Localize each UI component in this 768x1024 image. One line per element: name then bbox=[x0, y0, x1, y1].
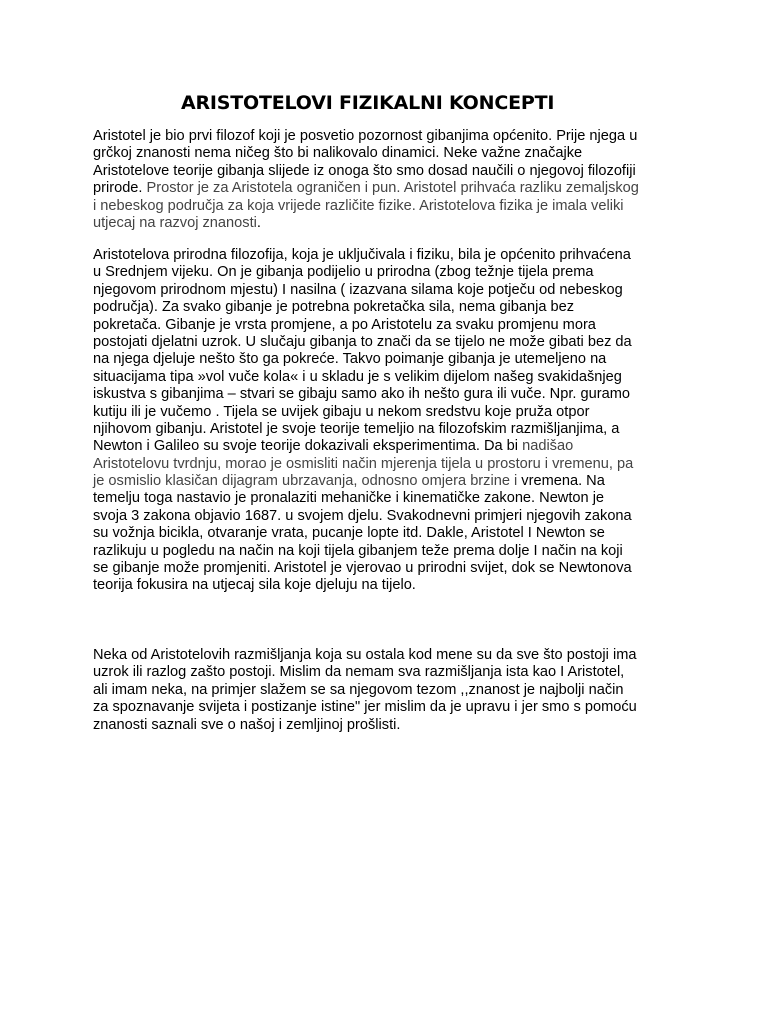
text-run: za spoznavanje svijeta i postizanje istine" jer mislim da je upravu i jer smo s pomoću bbox=[93, 699, 637, 716]
text-run: iskustva s gibanjima – stvari se gibaju samo ako ih nešto gura ili vuče. Npr. guramo bbox=[93, 386, 630, 403]
text-line bbox=[93, 577, 693, 594]
text-run: teorija fokusira na utjecaj sila koje djeluju na tijelo. bbox=[93, 577, 416, 594]
text-line bbox=[93, 317, 693, 334]
text-line bbox=[93, 369, 693, 386]
text-line bbox=[93, 543, 693, 560]
text-line bbox=[93, 247, 693, 264]
text-run: grčkoj znanosti nema ničeg što bi nalikovalo dinamici. Neke važne značajke bbox=[93, 145, 583, 162]
paragraph-3 bbox=[93, 647, 693, 734]
text-run: . bbox=[256, 214, 261, 231]
text-run: pokretača. Gibanje je vrsta promjene, a po Aristotelu za svaku promjenu mora bbox=[93, 316, 596, 333]
paragraph-1 bbox=[93, 128, 693, 232]
text-run: Aristotelove teorije gibanja slijede iz onoga što smo dosad naučili o njegovoj filozofiji bbox=[93, 162, 636, 179]
text-line bbox=[93, 490, 693, 507]
text-line bbox=[93, 180, 693, 197]
text-run: vremena. Na bbox=[521, 473, 605, 490]
text-run: Neka od Aristotelovih razmišljanja koja su ostala kod mene su da sve što postoji ima bbox=[93, 647, 637, 663]
text-run-grey: utjecaj na razvoj znanosti bbox=[93, 214, 257, 231]
text-line bbox=[93, 560, 693, 577]
text-line bbox=[93, 128, 693, 145]
text-run-grey: Aristotelovu tvrdnju, morao je osmisliti način mjerenja tijela u prostoru i vremenu, pa bbox=[93, 455, 634, 472]
text-run: svoja 3 zakona objavio 1687. u svojem djelu. Svakodnevni primjeri njegovih zakona bbox=[93, 507, 632, 524]
text-run: prirode. bbox=[93, 180, 147, 197]
text-run-grey: Prostor je za Aristotela ograničen i pun. Aristotel prihvaća razliku zemaljskog bbox=[146, 180, 639, 197]
text-run: se gibanje može promjeniti. Aristotel je vjerovao u prirodni svijet, dok se Newtonova bbox=[93, 560, 632, 577]
text-run: njegovom prirodnom mjestu) I nasilna ( izazvana silama koje potječu od nebeskog bbox=[93, 281, 623, 298]
text-run: su vožnja bicikla, otvaranje vrata, pucanje lopte itd. Dakle, Aristotel I Newton se bbox=[93, 525, 605, 542]
text-line bbox=[93, 299, 693, 316]
text-run: u Srednjem vijeku. On je gibanja podijelio u prirodna (zbog težnje tijela prema bbox=[93, 264, 594, 281]
document-title: ARISTOTELOVI FIZIKALNI KONCEPTI bbox=[181, 92, 555, 114]
text-line bbox=[93, 699, 693, 716]
text-line bbox=[93, 473, 693, 490]
text-line bbox=[93, 508, 693, 525]
text-run: ali imam neka, na primjer slažem se sa njegovom tezom ,,znanost je najbolji način bbox=[93, 681, 624, 698]
text-line bbox=[93, 404, 693, 421]
text-line bbox=[93, 525, 693, 542]
text-run: kutiju ili je vučemo . Tijela se uvijek gibaju u nekom sredstvu koje pruža otpor bbox=[93, 403, 590, 420]
text-line bbox=[93, 163, 693, 180]
text-run: znanosti saznali sve o našoj i zemljinoj prošlisti. bbox=[93, 716, 401, 733]
text-line bbox=[93, 456, 693, 473]
text-line bbox=[93, 421, 693, 438]
text-line bbox=[93, 282, 693, 299]
text-line bbox=[93, 351, 693, 368]
text-run: postojati djelatni uzrok. U slučaju gibanja to znači da se tijelo ne može gibati bez da bbox=[93, 333, 632, 350]
text-run: na njega djeluje nešto što ga pokreće. Takvo poimanje gibanja je utemeljeno na bbox=[93, 351, 607, 368]
text-run: Aristotel je bio prvi filozof koji je posvetio pozornost gibanjima općenito. Prije njega u bbox=[93, 128, 638, 144]
text-line bbox=[93, 647, 693, 664]
text-run: njihovom gibanju. Aristotel je svoje teorije temeljio na filozofskim razmišljanjima, a bbox=[93, 420, 620, 437]
text-run: situacijama tipa »vol vuče kola« i u skladu je s velikim dijelom našeg svakidašnjeg bbox=[93, 368, 622, 385]
text-run: uzrok ili razlog zašto postoji. Mislim da nemam sva razmišljanja ista kao I Aristotel, bbox=[93, 664, 625, 681]
text-line bbox=[93, 264, 693, 281]
text-run: Aristotelova prirodna filozofija, koja je uključivala i fiziku, bila je općenito prihvaćena bbox=[93, 247, 631, 263]
text-run: Newton i Galileo su svoje teorije dokazivali eksperimentima. Da bi bbox=[93, 438, 523, 455]
text-run: razlikuju u pogledu na način na koji tijela gibanjem teže prema dolje I način na koji bbox=[93, 542, 623, 559]
paragraph-2 bbox=[93, 247, 693, 595]
text-line bbox=[93, 334, 693, 351]
text-run: temelju toga nastavio je pronalaziti mehaničke i kinematičke zakone. Newton je bbox=[93, 490, 605, 507]
text-line bbox=[93, 664, 693, 681]
text-line bbox=[93, 215, 693, 232]
text-line bbox=[93, 145, 693, 162]
text-line bbox=[93, 717, 693, 734]
text-line bbox=[93, 682, 693, 699]
text-line bbox=[93, 438, 693, 455]
text-line bbox=[93, 198, 693, 215]
text-run-grey: je osmislio klasičan dijagram ubrzavanja, odnosno omjera brzine i bbox=[93, 473, 522, 490]
text-run-grey: i nebeskog područja za koja vrijede različite fizike. Aristotelova fizika je imala veliki bbox=[93, 197, 624, 214]
text-line bbox=[93, 386, 693, 403]
text-run-grey: nadišao bbox=[522, 438, 574, 455]
text-run: područja). Za svako gibanje je potrebna pokretačka sila, nema gibanja bez bbox=[93, 299, 575, 316]
